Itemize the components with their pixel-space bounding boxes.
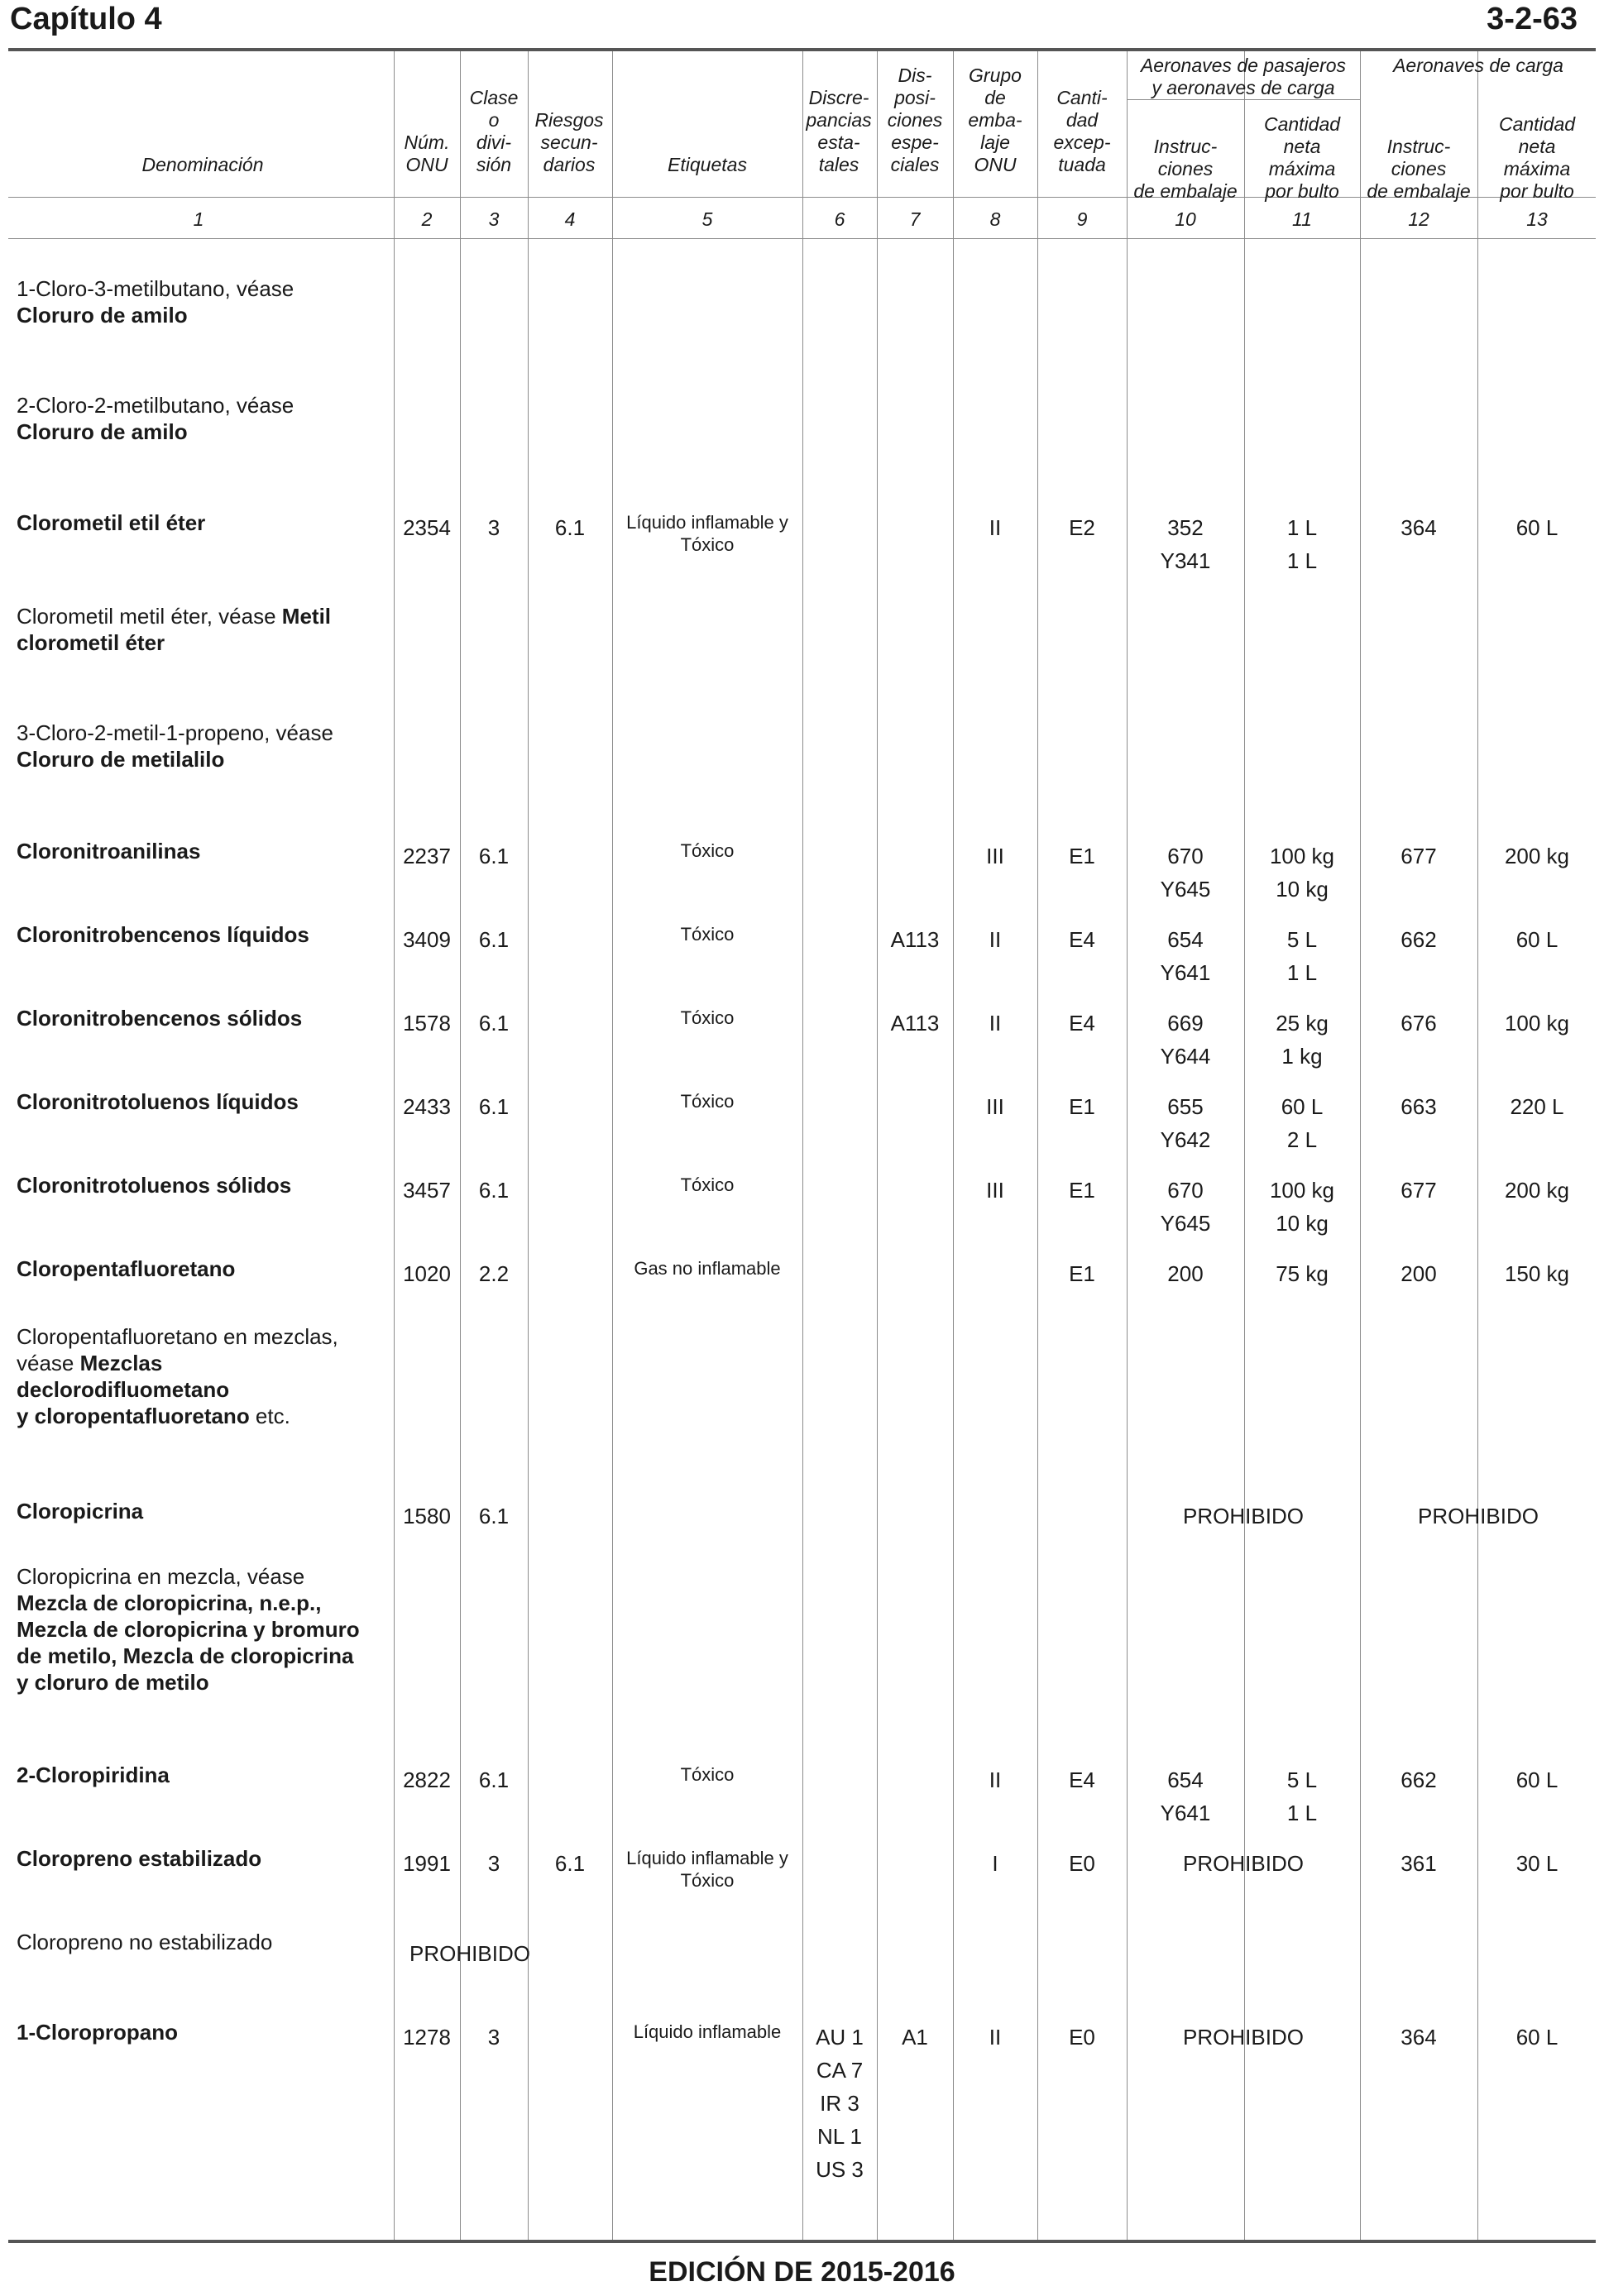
qty-passenger-line: 60 L <box>1281 1094 1324 1119</box>
qty-passenger-line: 1 L <box>1286 548 1318 573</box>
qty-passenger-line: 1 L <box>1286 515 1318 540</box>
qty-passenger-line: 1 kg <box>1281 1044 1323 1069</box>
excepted-quantity: E4 <box>1069 927 1095 952</box>
qty-passenger-line: 10 kg <box>1276 1211 1329 1236</box>
qty-passenger-line: 1 L <box>1286 960 1318 985</box>
un-number: 3457 <box>403 1178 451 1203</box>
entry-name-part: y cloruro de metilo <box>17 1670 209 1695</box>
qty-passenger-line: 100 kg <box>1269 844 1335 868</box>
hazard-label <box>612 1847 802 1892</box>
entry-name-part: clorometil éter <box>17 630 165 655</box>
header-rule <box>8 238 1596 239</box>
hazard-label <box>612 1090 802 1112</box>
header-line: neta <box>1283 136 1321 157</box>
un-number: 2822 <box>403 1767 451 1792</box>
pi-passenger-line: 655 <box>1167 1094 1204 1119</box>
header-line: Riesgos <box>534 109 604 131</box>
qty-cargo: 220 L <box>1510 1094 1564 1119</box>
header-line: neta <box>1518 136 1556 157</box>
entry-name-part: Cloruro de metilalilo <box>17 747 225 772</box>
header-line: máxima <box>1503 158 1571 179</box>
column-divider <box>802 51 803 2241</box>
entry-name <box>17 2019 381 2045</box>
column-number: 8 <box>989 208 1001 230</box>
subsidiary-risk: 6.1 <box>554 515 586 540</box>
qty-cargo: 150 kg <box>1504 1261 1570 1286</box>
header-line: ciones <box>887 109 943 131</box>
hazard-label-line: Gas no inflamable <box>634 1258 781 1279</box>
packing-group: III <box>986 1178 1004 1203</box>
header-line: excep- <box>1053 132 1111 153</box>
excepted-quantity: E1 <box>1069 1094 1095 1119</box>
pi-passenger-line: 352 <box>1167 515 1204 540</box>
excepted-quantity: E0 <box>1069 1851 1095 1876</box>
pi-passenger <box>1127 839 1244 906</box>
qty-passenger-line: 100 kg <box>1269 1178 1335 1203</box>
qty-passenger <box>1244 511 1360 577</box>
entry-name <box>17 275 381 328</box>
hazard-class: 3 <box>487 515 500 540</box>
packing-group: II <box>989 515 1002 540</box>
bottom-rule <box>8 2240 1596 2243</box>
excepted-quantity: E1 <box>1069 844 1095 868</box>
col-header-excepted-qty <box>1037 87 1127 176</box>
page-number: 3-2-63 <box>1487 2 1578 36</box>
un-number: 2433 <box>403 1094 451 1119</box>
header-line: sión <box>476 154 512 175</box>
pi-cargo: 364 <box>1401 515 1437 540</box>
entry-name-part: Metil <box>281 604 332 629</box>
col-header-denominacion: Denominación <box>141 154 264 175</box>
column-divider <box>1037 51 1038 2241</box>
un-number: 2354 <box>403 515 451 540</box>
hazard-label <box>612 1007 802 1029</box>
entry-name <box>17 392 381 445</box>
column-number: 2 <box>421 208 433 230</box>
col-header-pi-passenger <box>1127 136 1244 203</box>
col-header-pi-cargo <box>1360 136 1477 203</box>
hazard-label <box>612 1257 802 1280</box>
entry-name <box>17 921 381 948</box>
packing-group: II <box>989 2025 1002 2050</box>
pi-passenger-line: Y642 <box>1160 1127 1211 1152</box>
excepted-quantity: E1 <box>1069 1261 1095 1286</box>
hazard-label-line: Tóxico <box>680 1091 735 1112</box>
header-line: posi- <box>894 87 936 108</box>
hazard-class: 3 <box>487 2025 500 2050</box>
pi-cargo: 677 <box>1401 844 1437 868</box>
header-line: dad <box>1065 109 1099 131</box>
entry-name-part: 1-Cloropropano <box>17 2020 178 2045</box>
qty-cargo: 60 L <box>1515 515 1559 540</box>
qty-cargo: 60 L <box>1515 927 1559 952</box>
pi-passenger-line: 670 <box>1167 1178 1204 1203</box>
qty-passenger-line: 10 kg <box>1276 877 1329 902</box>
header-line: ciones <box>1157 158 1214 179</box>
pi-passenger-line: Y641 <box>1160 960 1211 985</box>
hazard-class: 6.1 <box>478 1504 510 1528</box>
excepted-quantity: E0 <box>1069 2025 1095 2050</box>
qty-passenger-line: 25 kg <box>1276 1011 1329 1036</box>
qty-passenger <box>1244 923 1360 989</box>
qty-passenger-line: 75 kg <box>1276 1261 1329 1286</box>
header-rule <box>1127 99 1360 100</box>
pi-passenger <box>1127 1174 1244 1240</box>
entry-name-part: etc. <box>249 1404 290 1428</box>
entry-name <box>17 1172 381 1198</box>
pi-passenger <box>1127 1763 1244 1830</box>
qty-passenger-line: 1 L <box>1286 1801 1318 1825</box>
entry-name-part: Mezclas de <box>17 1351 163 1402</box>
column-divider <box>1360 51 1361 2241</box>
column-number: 5 <box>701 208 713 230</box>
column-number: 1 <box>193 208 204 230</box>
header-line: Clase <box>469 87 519 108</box>
forbidden-all: PROHIBIDO <box>409 1941 530 1966</box>
entry-name-part: 2-Cloropiridina <box>17 1763 170 1787</box>
entry-name-part: Clorometil metil éter, véase <box>17 604 276 629</box>
hazard-label-line: Tóxico <box>680 1007 735 1028</box>
header-line: ONU <box>974 154 1017 175</box>
pi-cargo: 676 <box>1401 1011 1437 1036</box>
header-line: emba- <box>968 109 1022 131</box>
pi-cargo: 361 <box>1401 1851 1437 1876</box>
hazard-label-line: Tóxico <box>680 1764 735 1785</box>
column-number: 4 <box>564 208 576 230</box>
qty-passenger-line: 5 L <box>1286 1767 1318 1792</box>
column-divider <box>877 51 878 2241</box>
pi-cargo: 663 <box>1401 1094 1437 1119</box>
header-line: Instruc- <box>1386 136 1451 157</box>
entry-name-part: clorodifluometano <box>41 1377 230 1402</box>
state-variation-line: CA 7 <box>816 2058 864 2083</box>
state-variation-line: US 3 <box>816 2157 864 2182</box>
col-header-state-var <box>802 87 875 176</box>
entry-name-part: Mezcla de cloropicrina, n.e.p., <box>17 1590 322 1615</box>
hazard-label-line: Líquido inflamable y <box>626 1848 788 1868</box>
un-number: 2237 <box>403 844 451 868</box>
column-divider <box>612 51 613 2241</box>
pi-passenger-line: Y644 <box>1160 1044 1211 1069</box>
entry-name <box>17 1005 381 1031</box>
packing-group: II <box>989 1767 1002 1792</box>
qty-passenger-line: 5 L <box>1286 927 1318 952</box>
column-divider <box>528 51 529 2241</box>
entry-name <box>17 1762 381 1788</box>
col-header-qty-cargo <box>1477 113 1597 203</box>
entry-name-part: Cloropreno estabilizado <box>17 1846 262 1871</box>
special-provision: A113 <box>890 927 940 952</box>
entry-name <box>17 1323 381 1429</box>
header-line: máxima <box>1268 158 1336 179</box>
header-line: Cantidad <box>1263 113 1341 135</box>
entry-name-part: Cloronitrobencenos líquidos <box>17 922 309 947</box>
pi-passenger-line: Y645 <box>1160 877 1211 902</box>
hazard-label-line: Tóxico <box>680 534 735 555</box>
hazard-label-line: Líquido inflamable y <box>626 512 788 533</box>
header-line: ONU <box>405 154 448 175</box>
pi-passenger-line: Y641 <box>1160 1801 1211 1825</box>
excepted-quantity: E4 <box>1069 1011 1095 1036</box>
entry-name-part: Cloronitrotoluenos sólidos <box>17 1173 292 1198</box>
hazard-class: 6.1 <box>478 1011 510 1036</box>
qty-cargo: 60 L <box>1515 1767 1559 1792</box>
hazard-label <box>612 1174 802 1196</box>
col-header-labels: Etiquetas <box>668 154 747 175</box>
packing-group: II <box>989 927 1002 952</box>
entry-name-part: Cloropreno no estabilizado <box>17 1930 273 1954</box>
qty-cargo: 100 kg <box>1504 1011 1570 1036</box>
un-number: 3409 <box>403 927 451 952</box>
hazard-label-line: Tóxico <box>680 924 735 945</box>
hazard-class: 6.1 <box>478 1178 510 1203</box>
hazard-label-line: Tóxico <box>680 1174 735 1195</box>
qty-passenger <box>1244 1257 1360 1290</box>
special-provision: A113 <box>890 1011 940 1036</box>
column-number: 7 <box>909 208 921 230</box>
state-variation-line: AU 1 <box>816 2025 864 2050</box>
hazard-class: 6.1 <box>478 844 510 868</box>
entry-name-part: véase <box>17 1351 80 1375</box>
pi-passenger-line: Y341 <box>1160 548 1211 573</box>
state-variation <box>802 2021 877 2186</box>
header-line: ciales <box>890 154 940 175</box>
header-line: y aeronaves de carga <box>1152 77 1335 98</box>
edition-footer: EDICIÓN DE 2015-2016 <box>649 2256 955 2288</box>
col-header-group-cargo: Aeronaves de carga <box>1393 55 1563 76</box>
hazard-class: 3 <box>487 1851 500 1876</box>
qty-passenger <box>1244 1174 1360 1240</box>
hazard-label <box>612 511 802 556</box>
header-line: Discre- <box>808 87 869 108</box>
col-header-packing-group <box>953 65 1037 176</box>
header-line: por bulto <box>1265 180 1339 202</box>
qty-passenger <box>1244 839 1360 906</box>
qty-cargo: 200 kg <box>1504 1178 1570 1203</box>
column-number: 12 <box>1408 208 1429 230</box>
pi-cargo: 662 <box>1401 927 1437 952</box>
pi-passenger-line: 654 <box>1167 1767 1204 1792</box>
pi-cargo: 364 <box>1401 2025 1437 2050</box>
pi-passenger-line: Y645 <box>1160 1211 1211 1236</box>
pi-passenger-line: 200 <box>1167 1261 1204 1286</box>
un-number: 1991 <box>403 1851 451 1876</box>
header-line: Cantidad <box>1498 113 1576 135</box>
header-line: darios <box>543 154 596 175</box>
header-line: esta- <box>817 132 860 153</box>
state-variation-line: NL 1 <box>817 2124 862 2149</box>
entry-name <box>17 1498 381 1524</box>
column-divider <box>953 51 954 2241</box>
column-divider <box>460 51 461 2241</box>
entry-name <box>17 509 381 536</box>
entry-name-part: 2-Cloro-2-metilbutano, véase <box>17 393 294 418</box>
forbidden-passenger: PROHIBIDO <box>1183 2025 1304 2050</box>
entry-name-part: 3-Cloro-2-metil-1-propeno, véase <box>17 720 333 745</box>
column-number: 9 <box>1076 208 1088 230</box>
entry-name-part: Clorometil etil éter <box>17 510 206 535</box>
hazard-class: 2.2 <box>478 1261 510 1286</box>
header-line: secun- <box>540 132 598 153</box>
pi-passenger-line: 654 <box>1167 927 1204 952</box>
excepted-quantity: E1 <box>1069 1178 1095 1203</box>
entry-name-part: Cloropentafluoretano en mezclas, <box>17 1324 338 1349</box>
header-line: Dis- <box>898 65 932 86</box>
pi-passenger <box>1127 923 1244 989</box>
col-header-class <box>460 87 528 176</box>
pi-cargo: 662 <box>1401 1767 1437 1792</box>
forbidden-passenger: PROHIBIDO <box>1183 1851 1304 1876</box>
packing-group: II <box>989 1011 1002 1036</box>
header-line: pancias <box>806 109 872 131</box>
un-number: 1578 <box>403 1011 451 1036</box>
header-line: Grupo <box>969 65 1022 86</box>
col-header-group-passenger <box>1127 55 1360 99</box>
forbidden-cargo: PROHIBIDO <box>1418 1504 1539 1528</box>
header-line: tuada <box>1058 154 1106 175</box>
qty-passenger <box>1244 1763 1360 1830</box>
entry-name <box>17 1088 381 1115</box>
col-header-sub-risk <box>528 109 610 176</box>
header-line: ciones <box>1391 158 1447 179</box>
hazard-class: 6.1 <box>478 927 510 952</box>
header-line: de embalaje <box>1367 180 1471 202</box>
qty-passenger <box>1244 1090 1360 1156</box>
subsidiary-risk: 6.1 <box>554 1851 586 1876</box>
header-line: Instruc- <box>1153 136 1218 157</box>
entry-name <box>17 720 381 773</box>
entry-name <box>17 1929 381 1955</box>
qty-cargo: 200 kg <box>1504 844 1570 868</box>
entry-name-part: y cloropentafluoretano <box>17 1404 250 1428</box>
hazard-label <box>612 2021 802 2043</box>
column-number: 6 <box>834 208 845 230</box>
column-number: 11 <box>1292 208 1312 230</box>
hazard-label <box>612 839 802 862</box>
entry-name <box>17 1845 381 1872</box>
hazard-class: 6.1 <box>478 1767 510 1792</box>
header-line: espe- <box>891 132 939 153</box>
header-line: divi- <box>476 132 512 153</box>
header-line: por bulto <box>1500 180 1574 202</box>
column-number: 3 <box>488 208 500 230</box>
hazard-label-line: Tóxico <box>680 840 735 861</box>
entry-name-part: 1-Cloro-3-metilbutano, véase <box>17 276 294 301</box>
hazard-label <box>612 1763 802 1786</box>
pi-passenger-line: 670 <box>1167 844 1204 868</box>
entry-name-part: Cloronitrobencenos sólidos <box>17 1006 303 1031</box>
hazard-label-line: Tóxico <box>680 1870 735 1891</box>
pi-passenger <box>1127 1257 1244 1290</box>
un-number: 1278 <box>403 2025 451 2050</box>
column-divider <box>394 51 395 2241</box>
column-number: 13 <box>1526 208 1548 230</box>
qty-passenger-line: 2 L <box>1286 1127 1318 1152</box>
excepted-quantity: E4 <box>1069 1767 1095 1792</box>
column-divider <box>1477 51 1478 2241</box>
header-line: Núm. <box>404 132 450 153</box>
entry-name <box>17 1563 381 1696</box>
hazard-label-line: Líquido inflamable <box>633 2021 782 2042</box>
entry-name <box>17 603 381 656</box>
packing-group: III <box>986 1094 1004 1119</box>
pi-passenger <box>1127 511 1244 577</box>
col-header-un <box>394 132 460 176</box>
header-line: de embalaje <box>1133 180 1238 202</box>
entry-name-part: Cloropicrina en mezcla, véase <box>17 1564 305 1589</box>
hazard-class: 6.1 <box>478 1094 510 1119</box>
pi-cargo: 200 <box>1401 1261 1437 1286</box>
header-line: o <box>488 109 500 131</box>
state-variation-line: IR 3 <box>820 2091 859 2116</box>
un-number: 1580 <box>403 1504 451 1528</box>
entry-name-part: de metilo, Mezcla de cloropicrina <box>17 1643 354 1668</box>
header-line: Aeronaves de pasajeros <box>1140 55 1347 76</box>
excepted-quantity: E2 <box>1069 515 1095 540</box>
special-provision: A1 <box>902 2025 928 2050</box>
pi-passenger <box>1127 1007 1244 1073</box>
entry-name-part: Cloruro de amilo <box>17 419 188 444</box>
entry-name <box>17 1256 381 1282</box>
hazard-label <box>612 923 802 945</box>
entry-name-part: Mezcla de cloropicrina y bromuro <box>17 1617 360 1642</box>
header-line: de <box>984 87 1006 108</box>
column-number: 10 <box>1175 208 1196 230</box>
col-header-qty-passenger <box>1244 113 1360 203</box>
header-line: tales <box>818 154 859 175</box>
header-line: Canti- <box>1056 87 1108 108</box>
col-header-special-prov <box>877 65 953 176</box>
header-line: laje <box>980 132 1010 153</box>
pi-cargo: 677 <box>1401 1178 1437 1203</box>
packing-group: III <box>986 844 1004 868</box>
forbidden-passenger: PROHIBIDO <box>1183 1504 1304 1528</box>
pi-passenger-line: 669 <box>1167 1011 1204 1036</box>
qty-passenger <box>1244 1007 1360 1073</box>
entry-name <box>17 838 381 864</box>
un-number: 1020 <box>403 1261 451 1286</box>
entry-name-part: Cloropentafluoretano <box>17 1256 236 1281</box>
pi-passenger <box>1127 1090 1244 1156</box>
chapter-title: Capítulo 4 <box>10 2 162 36</box>
entry-name-part: Cloruro de amilo <box>17 303 188 328</box>
qty-cargo: 60 L <box>1515 2025 1559 2050</box>
entry-name-part: Cloronitrotoluenos líquidos <box>17 1089 299 1114</box>
entry-name-part: Cloropicrina <box>17 1499 144 1523</box>
qty-cargo: 30 L <box>1515 1851 1559 1876</box>
entry-name-part: Cloronitroanilinas <box>17 839 201 863</box>
packing-group: I <box>992 1851 998 1876</box>
